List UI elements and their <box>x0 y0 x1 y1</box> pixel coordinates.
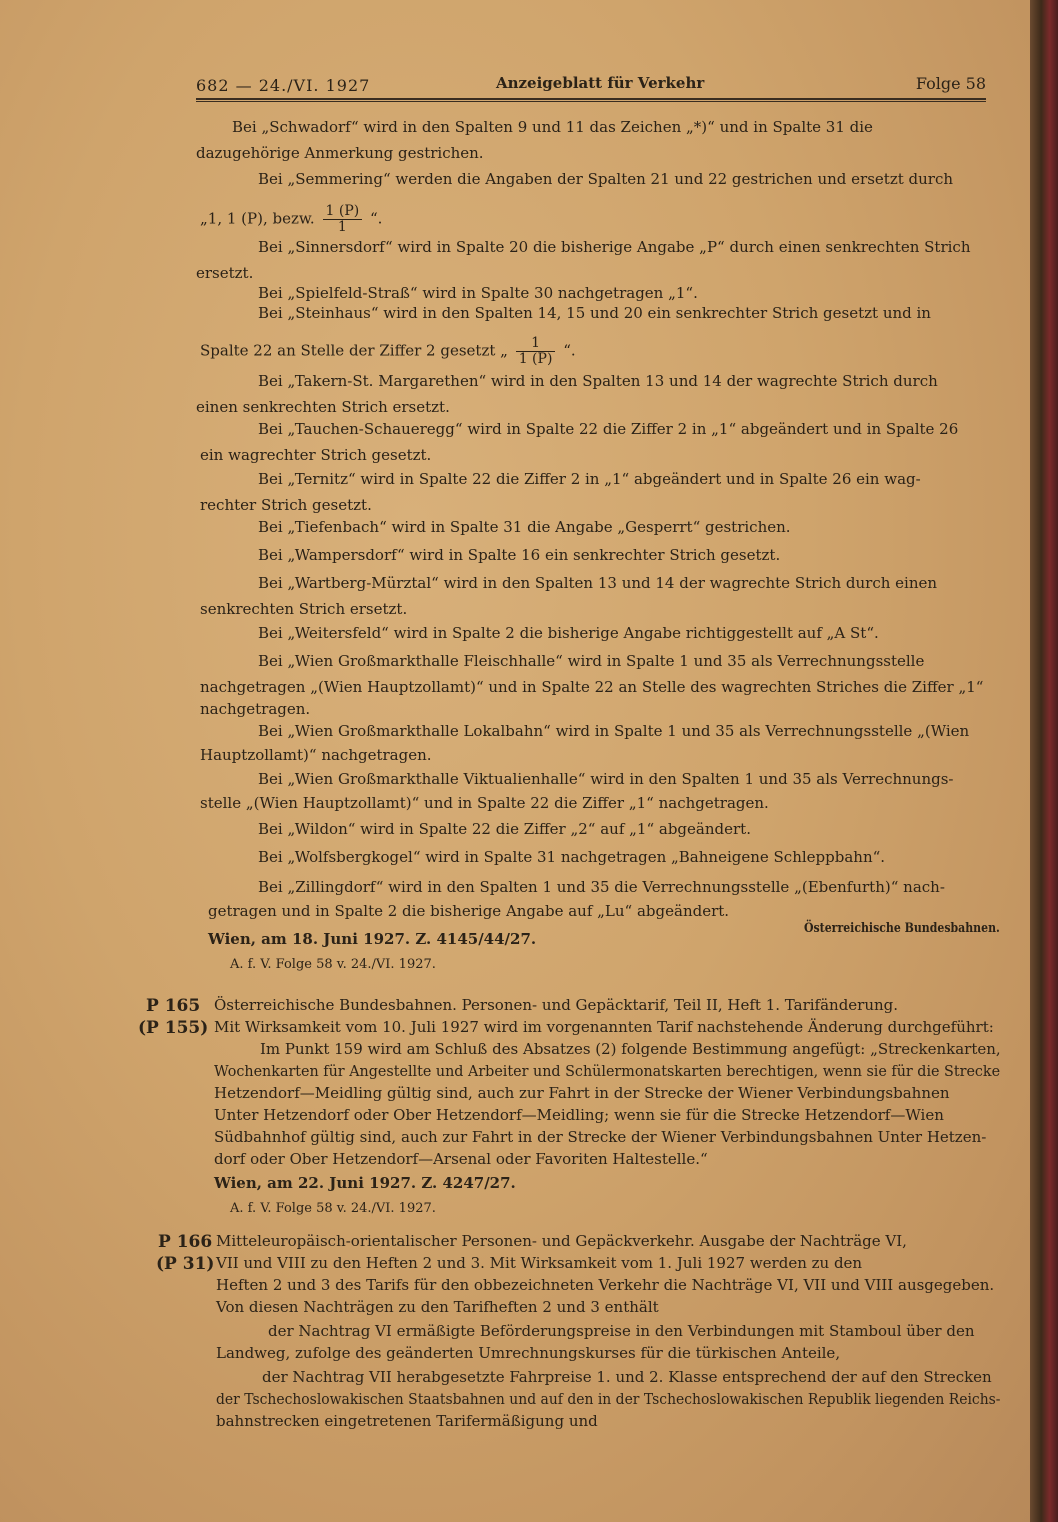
header-rule <box>196 98 986 100</box>
text-line: Bei „Wildon“ wird in Spalte 22 die Ziffer „2“ auf „1“ abgeändert. <box>258 820 751 838</box>
text-line: nachgetragen. <box>200 700 311 718</box>
text-line: Landweg, zufolge des geänderten Umrechnungskurses für die türkischen Anteile, <box>216 1344 841 1362</box>
page-header <box>196 74 986 98</box>
paragraph-ref: P 166 <box>158 1232 213 1252</box>
text-line: der Tschechoslowakischen Staatsbahnen und auf den in der Tschechoslowakischen Republik liegenden Reichs- <box>216 1390 1001 1408</box>
text-line: bahnstrecken eingetretenen Tarifermäßigung und <box>216 1412 598 1430</box>
text-line: Bei „Tiefenbach“ wird in Spalte 31 die Angabe „Gesperrt“ gestrichen. <box>258 518 791 536</box>
text-line: Wochenkarten für Angestellte und Arbeiter und Schülermonatskarten berechtigen, wenn sie für die Strecke <box>214 1062 1001 1080</box>
text-line: Unter Hetzendorf oder Ober Hetzendorf—Meidling; wenn sie für die Strecke Hetzendorf—Wien <box>214 1106 944 1124</box>
paragraph-ref: P 165 <box>146 996 201 1016</box>
text-line: Heften 2 und 3 des Tarifs für den obbezeichneten Verkehr die Nachträge VI, VII und VIII ausgegeben. <box>216 1276 995 1294</box>
text-line: Bei „Semmering“ werden die Angaben der Spalten 21 und 22 gestrichen und ersetzt durch <box>258 170 954 188</box>
text-line: Bei „Wien Großmarkthalle Lokalbahn“ wird in Spalte 1 und 35 als Verrechnungsstelle „(Wien <box>258 722 970 740</box>
text-line: der Nachtrag VI ermäßigte Beförderungspreise in den Verbindungen mit Stamboul über den <box>268 1322 975 1340</box>
text-line: Bei „Weitersfeld“ wird in Spalte 2 die bisherige Angabe richtiggestellt auf „A St“. <box>258 624 879 642</box>
text-line: Bei „Ternitz“ wird in Spalte 22 die Ziffer 2 in „1“ abgeändert und in Spalte 26 ein wag- <box>258 470 921 488</box>
text-line: Bei „Spielfeld-Straß“ wird in Spalte 30 nachgetragen „1“. <box>258 284 698 302</box>
text-line: Von diesen Nachträgen zu den Tarifheften 2 und 3 enthält <box>216 1298 659 1316</box>
paragraph-ref-old: (P 155) <box>138 1018 209 1038</box>
text-line: ein wagrechter Strich gesetzt. <box>200 446 432 464</box>
issue-number: Folge 58 <box>915 74 986 93</box>
signature: Österreichische Bundesbahnen. <box>804 921 1000 936</box>
text-line: Mit Wirksamkeit vom 10. Juli 1927 wird im vorgenannten Tarif nachstehende Änderung durchgeführt: <box>214 1018 994 1036</box>
text-line: nachgetragen „(Wien Hauptzollamt)“ und in Spalte 22 an Stelle des wagrechten Striches die Ziffer „1“ <box>200 678 984 696</box>
publication-title: Anzeigeblatt für Verkehr <box>496 74 705 92</box>
text-line: Bei „Tauchen-Schaueregg“ wird in Spalte 22 die Ziffer 2 in „1“ abgeändert und in Spalte 26 <box>258 420 959 438</box>
text-line: Mitteleuropäisch-orientalischer Personen- und Gepäckverkehr. Ausgabe der Nachträge VI, <box>216 1232 907 1250</box>
text-line: Hetzendorf—Meidling gültig sind, auch zur Fahrt in der Strecke der Wiener Verbindungsbahnen <box>214 1084 950 1102</box>
fraction: $\frac{1}{1 (P)}$ <box>516 336 556 367</box>
text-line: Bei „Wartberg-Mürztal“ wird in den Spalten 13 und 14 der wagrechte Strich durch einen <box>258 574 938 592</box>
text-line: Hauptzollamt)“ nachgetragen. <box>200 746 432 764</box>
text-line: Bei „Steinhaus“ wird in den Spalten 14, 15 und 20 ein senkrechter Strich gesetzt und in <box>258 304 931 322</box>
header-rule-thin <box>196 101 986 102</box>
text-line: Spalte 22 an Stelle der Ziffer 2 gesetzt „ $\frac{1}{1 (P)}$ “. <box>200 335 576 367</box>
folge-reference: A. f. V. Folge 58 v. 24./VI. 1927. <box>230 957 436 972</box>
text-line: ersetzt. <box>196 264 254 282</box>
text-line: Bei „Wampersdorf“ wird in Spalte 16 ein senkrechter Strich gesetzt. <box>258 546 781 564</box>
text-line: getragen und in Spalte 2 die bisherige Angabe auf „Lu“ abgeändert. <box>208 902 730 920</box>
text-line: dazugehörige Anmerkung gestrichen. <box>196 144 484 162</box>
text-line: Bei „Zillingdorf“ wird in den Spalten 1 und 35 die Verrechnungsstelle „(Ebenfurth)“ nach- <box>258 878 945 896</box>
text-line: Bei „Takern-St. Margarethen“ wird in den Spalten 13 und 14 der wagrechte Strich durch <box>258 372 938 390</box>
text-line: der Nachtrag VII herabgesetzte Fahrpreise 1. und 2. Klasse entsprechend der auf den Strecken <box>262 1368 992 1386</box>
fraction: $\frac{1 (P)}{1}$ <box>323 204 363 235</box>
text-line: einen senkrechten Strich ersetzt. <box>196 398 450 416</box>
text-line: Bei „Sinnersdorf“ wird in Spalte 20 die bisherige Angabe „P“ durch einen senkrechten Strich <box>258 238 971 256</box>
text-line: Bei „Wolfsbergkogel“ wird in Spalte 31 nachgetragen „Bahneigene Schleppbahn“. <box>258 848 886 866</box>
text-line: Bei „Schwadorf“ wird in den Spalten 9 und 11 das Zeichen „*)“ und in Spalte 31 die <box>232 118 873 136</box>
book-spine <box>1030 0 1058 1522</box>
text-line: VII und VIII zu den Heften 2 und 3. Mit Wirksamkeit vom 1. Juli 1927 werden zu den <box>216 1254 863 1272</box>
dateline: Wien, am 18. Juni 1927. Z. 4145/44/27. <box>208 930 537 948</box>
text-line: rechter Strich gesetzt. <box>200 496 372 514</box>
text-line: Bei „Wien Großmarkthalle Viktualienhalle“ wird in den Spalten 1 und 35 als Verrechnungs- <box>258 770 954 788</box>
text-line: Österreichische Bundesbahnen. Personen- und Gepäcktarif, Teil II, Heft 1. Tarifänderung. <box>214 996 899 1014</box>
page-number-date: 682 — 24./VI. 1927 <box>196 76 371 95</box>
text-line: Südbahnhof gültig sind, auch zur Fahrt in der Strecke der Wiener Verbindungsbahnen Unter Hetzen- <box>214 1128 987 1146</box>
text-line: dorf oder Ober Hetzendorf—Arsenal oder Favoriten Haltestelle.“ <box>214 1150 708 1168</box>
text-line: senkrechten Strich ersetzt. <box>200 600 408 618</box>
text-line: Bei „Wien Großmarkthalle Fleischhalle“ wird in Spalte 1 und 35 als Verrechnungsstelle <box>258 652 925 670</box>
text-line: stelle „(Wien Hauptzollamt)“ und in Spalte 22 die Ziffer „1“ nachgetragen. <box>200 794 769 812</box>
text-line: „1, 1 (P), bezw. $\frac{1 (P)}{1}$ “. <box>200 203 383 235</box>
paragraph-ref-old: (P 31) <box>156 1254 215 1274</box>
text-line: Im Punkt 159 wird am Schluß des Absatzes (2) folgende Bestimmung angefügt: „Streckenkarten, <box>260 1040 1001 1058</box>
folge-reference: A. f. V. Folge 58 v. 24./VI. 1927. <box>230 1201 436 1216</box>
dateline: Wien, am 22. Juni 1927. Z. 4247/27. <box>214 1174 516 1192</box>
